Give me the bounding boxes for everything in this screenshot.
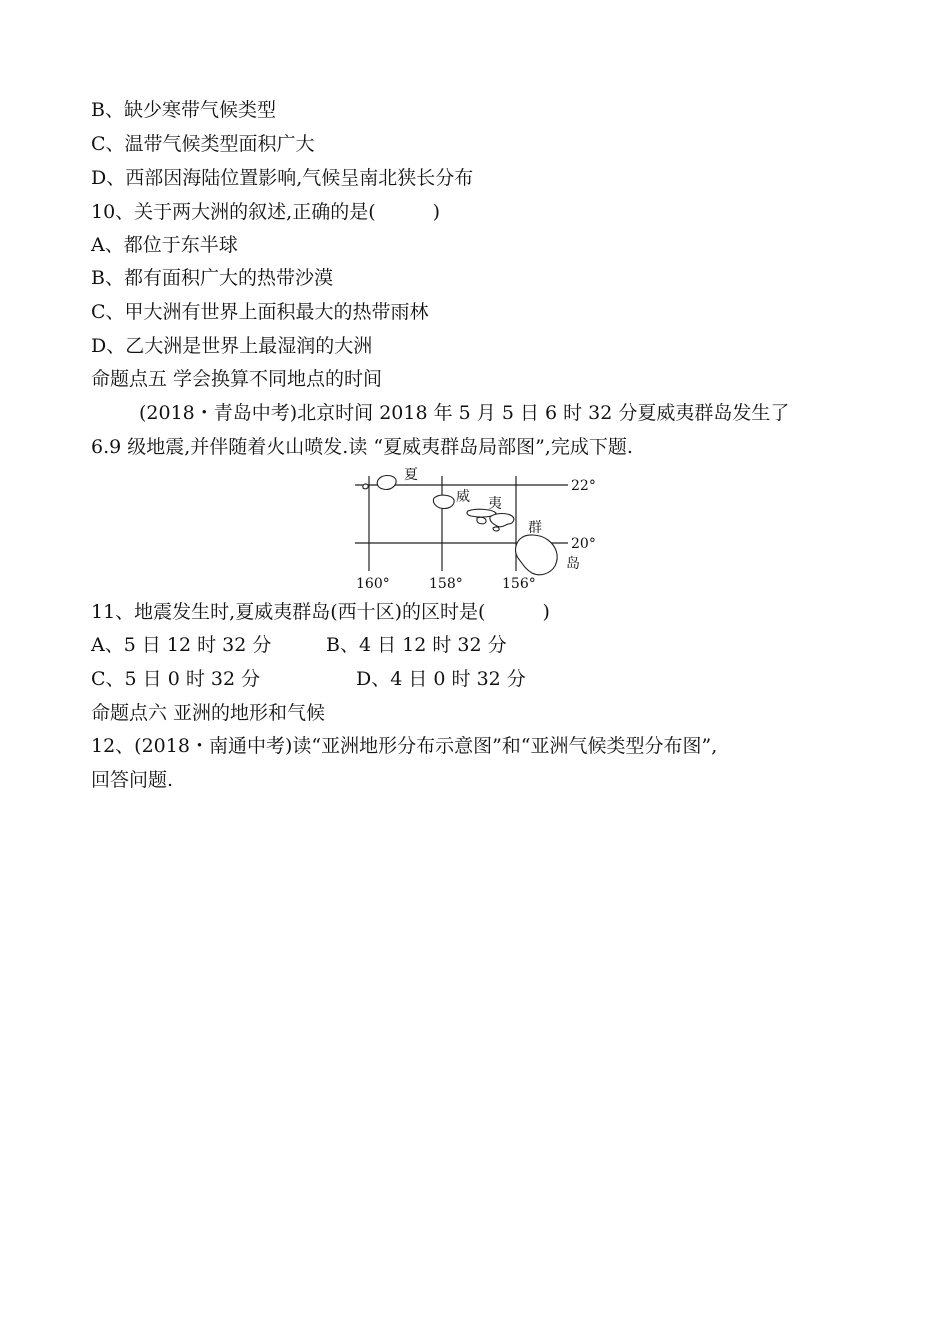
section5-intro-line1: (2018・青岛中考)北京时间 2018 年 5 月 5 日 6 时 32 分夏威夷群岛发生了 — [139, 402, 790, 424]
q11-option-a: A、5 日 12 时 32 分 — [91, 634, 272, 656]
niihau-island — [363, 484, 368, 489]
map-label-wei: 威 — [456, 489, 470, 505]
kauai-island — [377, 476, 396, 490]
q11-option-d: D、4 日 0 时 32 分 — [356, 668, 526, 690]
map-label-yi: 夷 — [488, 496, 502, 512]
hawaii-map — [350, 466, 610, 596]
q12-line2: 回答问题. — [91, 769, 174, 791]
big-island-hawaii — [516, 535, 558, 575]
longitude-158-label: 158° — [429, 576, 463, 592]
section5-title: 命题点五 学会换算不同地点的时间 — [91, 368, 383, 390]
q12-line1: 12、(2018・南通中考)读“亚洲地形分布示意图”和“亚洲气候类型分布图”, — [91, 735, 718, 757]
q11-option-c: C、5 日 0 时 32 分 — [91, 668, 261, 690]
latitude-22-label: 22° — [571, 478, 596, 494]
q10-option-d: D、乙大洲是世界上最湿润的大洲 — [91, 335, 373, 357]
longitude-156-label: 156° — [502, 576, 536, 592]
section6-title: 命题点六 亚洲的地形和气候 — [91, 702, 326, 724]
lanai-island — [477, 517, 486, 524]
q9-option-b: B、缺少寒带气候类型 — [91, 99, 276, 121]
q10-option-c: C、甲大洲有世界上面积最大的热带雨林 — [91, 301, 429, 323]
longitude-160-label: 160° — [356, 576, 390, 592]
q11-option-b: B、4 日 12 时 32 分 — [326, 634, 507, 656]
map-label-dao: 岛 — [566, 556, 580, 572]
map-label-qun: 群 — [528, 520, 542, 536]
kahoolawe-island — [493, 527, 499, 531]
oahu-island — [433, 495, 454, 508]
hawaii-map-svg — [350, 466, 610, 596]
q9-option-c: C、温带气候类型面积广大 — [91, 133, 315, 155]
maui-island — [490, 514, 514, 527]
q10-option-a: A、都位于东半球 — [91, 234, 238, 256]
q9-option-d: D、西部因海陆位置影响,气候呈南北狭长分布 — [91, 167, 474, 189]
q10-option-b: B、都有面积广大的热带沙漠 — [91, 267, 333, 289]
latitude-20-label: 20° — [571, 536, 596, 552]
q10-stem: 10、关于两大洲的叙述,正确的是( ) — [91, 201, 441, 223]
q11-stem: 11、地震发生时,夏威夷群岛(西十区)的区时是( ) — [91, 601, 550, 623]
section5-intro-line2: 6.9 级地震,并伴随着火山喷发.读 “夏威夷群岛局部图”,完成下题. — [91, 436, 633, 458]
map-label-xia: 夏 — [404, 467, 418, 483]
